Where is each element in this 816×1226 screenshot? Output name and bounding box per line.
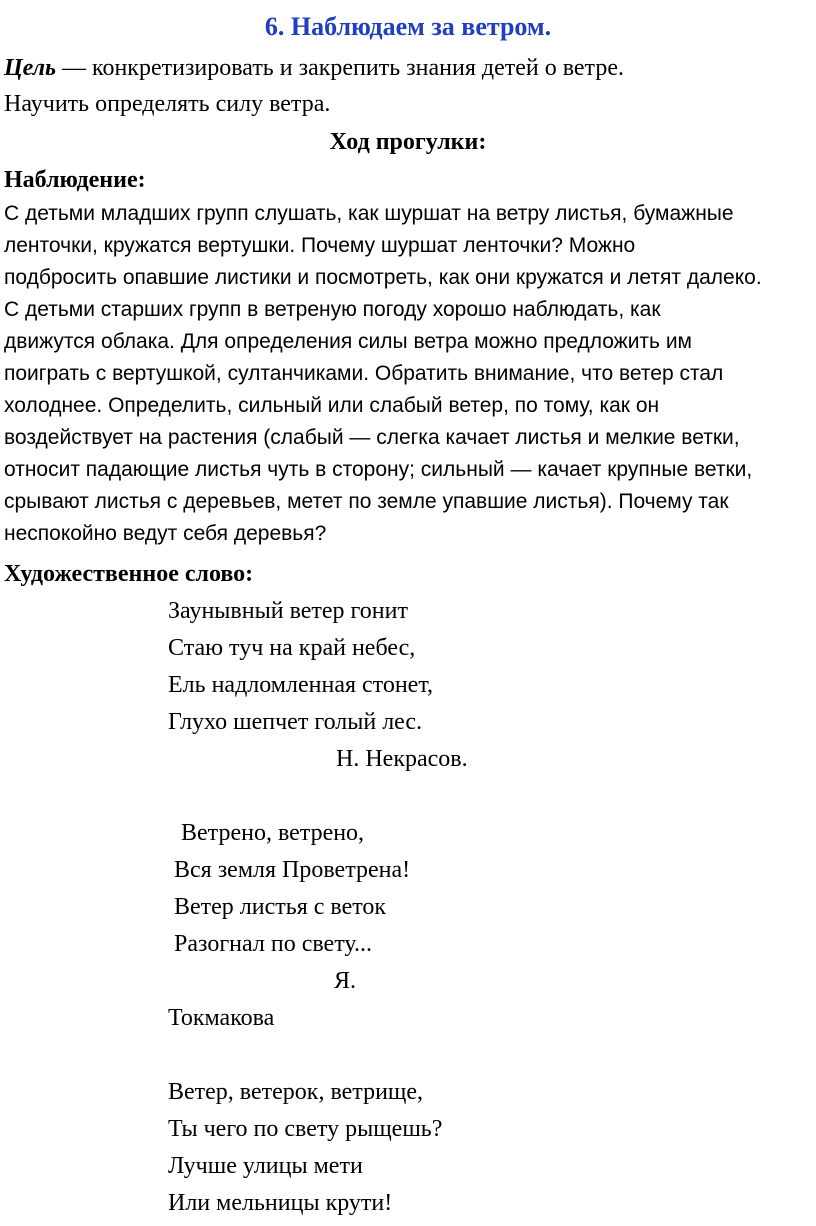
poem-line: Ель надломленная стонет, <box>168 672 434 698</box>
goal-label: Цель <box>4 55 57 81</box>
observation-line: относит падающие листья чуть в сторону; сильный — качает крупные ветки, <box>4 458 753 481</box>
observation-line: движутся облака. Для определения силы ветра можно предложить им <box>4 330 692 353</box>
observation-line: С детьми старших групп в ветреную погоду хорошо наблюдать, как <box>4 298 661 321</box>
page-title: 6. Наблюдаем за ветром. <box>264 12 552 41</box>
poem-line: Разогнал по свету... <box>174 931 372 957</box>
poem-author: Н. Некрасов. <box>336 746 468 772</box>
observation-line: ленточки, кружатся вертушки. Почему шуршат ленточки? Можно <box>4 234 636 257</box>
observation-line: холоднее. Определить, сильный или слабый ветер, по тому, как он <box>4 394 660 417</box>
observation-line: подбросить опавшие листики и посмотреть, как они кружатся и летят далеко. <box>4 266 762 289</box>
poem-line: Заунывный ветер гонит <box>168 598 408 624</box>
poem-line: Ветер, ветерок, ветрище, <box>168 1079 424 1105</box>
goal-line-2: Научить определять силу ветра. <box>4 91 331 117</box>
poem-line: Ветрено, ветрено, <box>181 820 365 846</box>
observation-line: воздействует на растения (слабый — слегка качает листья и мелкие ветки, <box>4 426 740 449</box>
observation-line: срывают листья с деревьев, метет по земле упавшие листья). Почему так <box>4 490 729 513</box>
poem-author-surname: Токмакова <box>168 1005 275 1031</box>
art-word-heading: Художественное слово: <box>4 561 254 587</box>
goal-text: — конкретизировать и закрепить знания детей о ветре. <box>56 55 624 81</box>
poem-line: Глухо шепчет голый лес. <box>168 709 423 735</box>
observation-line: поиграть с вертушкой, султанчиками. Обратить внимание, что ветер стал <box>4 362 724 385</box>
poem-author-initial: Я. <box>334 968 357 994</box>
goal-line <box>4 56 624 80</box>
observation-line: С детьми младших групп слушать, как шуршат на ветру листья, бумажные <box>4 202 734 225</box>
observation-line: неспокойно ведут себя деревья? <box>4 522 327 545</box>
walk-heading: Ход прогулки: <box>329 129 487 155</box>
poem-line: Ты чего по свету рыщешь? <box>168 1116 443 1142</box>
poem-line: Вся земля Проветрена! <box>174 857 411 883</box>
poem-line: Лучше улицы мети <box>168 1153 363 1179</box>
observation-heading: Наблюдение: <box>4 167 146 193</box>
poem-line: Или мельницы крути! <box>168 1190 393 1216</box>
poem-line: Стаю туч на край небес, <box>168 635 416 661</box>
poem-line: Ветер листья с веток <box>174 894 387 920</box>
